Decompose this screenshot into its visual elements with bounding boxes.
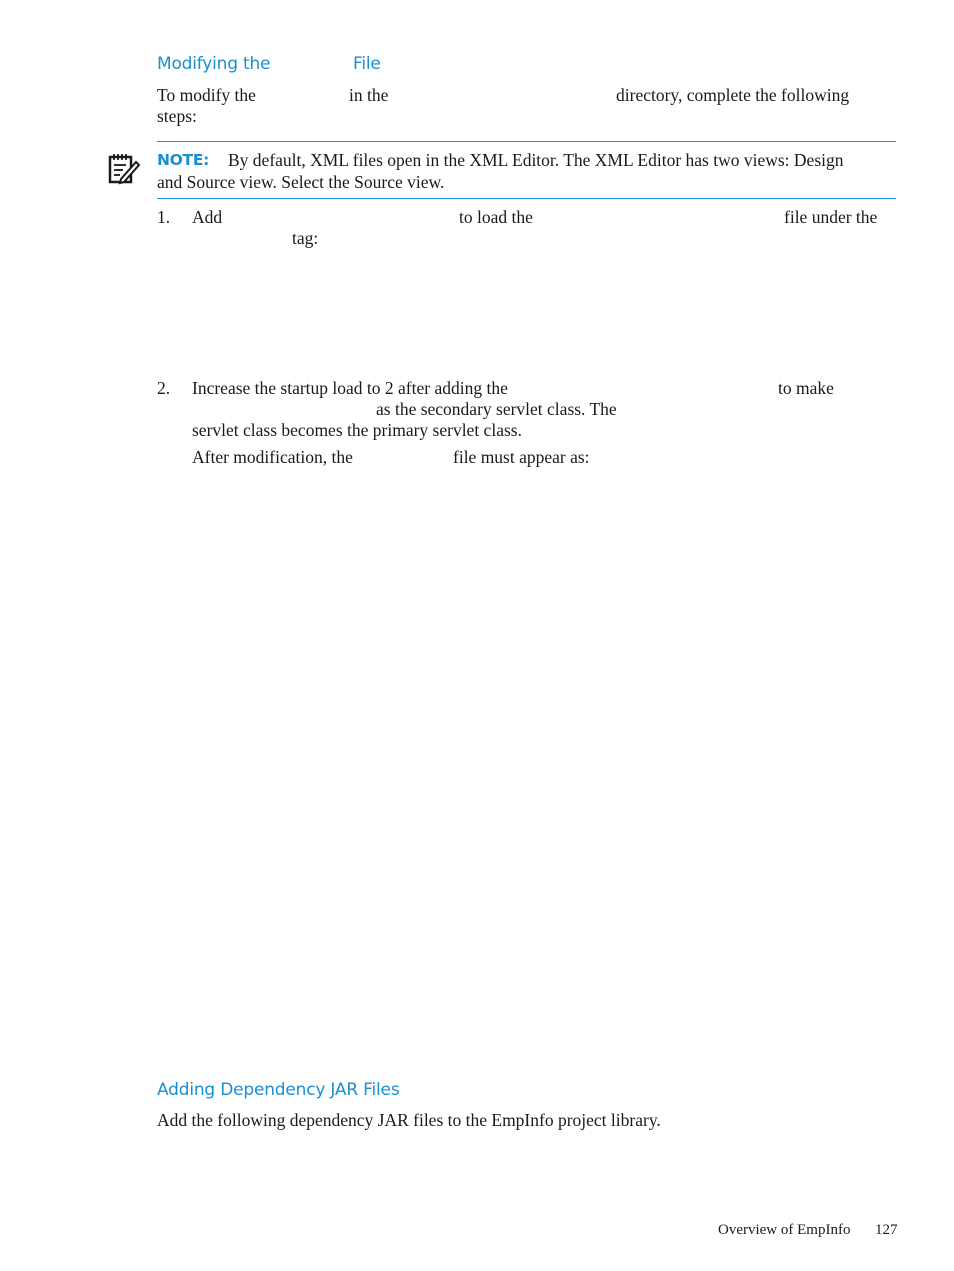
step-1-text-a: Add	[192, 207, 223, 227]
step-2-text-c: as the secondary servlet class. The	[376, 399, 617, 419]
step-2-text-d: servlet class becomes the primary servlet class.	[192, 420, 522, 440]
step-2-text-e: After modification, the	[192, 447, 353, 467]
intro-text-2: in the	[349, 85, 389, 105]
footer-title: Overview of EmpInfo	[718, 1222, 851, 1238]
intro-text-1: To modify the	[157, 85, 256, 105]
section-heading-dependency-jar: Adding Dependency JAR Files	[157, 1080, 400, 1100]
section-heading-file	[353, 54, 381, 74]
heading-part-2: File	[353, 54, 381, 74]
page-number: 127	[875, 1222, 898, 1238]
step-1-number: 1.	[157, 207, 171, 227]
note-bottom-rule	[157, 198, 896, 199]
step-2-text-f: file must appear as:	[453, 447, 590, 467]
step-2-text-b: to make	[778, 378, 834, 398]
note-label: NOTE:	[157, 151, 210, 169]
note-top-rule	[157, 141, 896, 142]
section-2-text: Add the following dependency JAR files to the EmpInfo project library.	[157, 1110, 661, 1130]
section-heading-modifying	[157, 54, 270, 74]
note-pad-icon	[107, 152, 141, 186]
step-1-text-c: file under the	[784, 207, 878, 227]
intro-text-4: steps:	[157, 106, 197, 126]
step-2-number: 2.	[157, 378, 171, 398]
heading-part-1: Modifying the	[157, 54, 271, 74]
intro-text-3: directory, complete the following	[616, 85, 850, 105]
note-text-line-1: By default, XML files open in the XML Editor. The XML Editor has two views: Design	[228, 150, 844, 170]
step-2-text-a: Increase the startup load to 2 after adding the	[192, 378, 508, 398]
step-1-text-d: tag:	[292, 228, 319, 248]
note-text-line-2: and Source view. Select the Source view.	[157, 172, 445, 192]
step-1-text-b: to load the	[459, 207, 533, 227]
